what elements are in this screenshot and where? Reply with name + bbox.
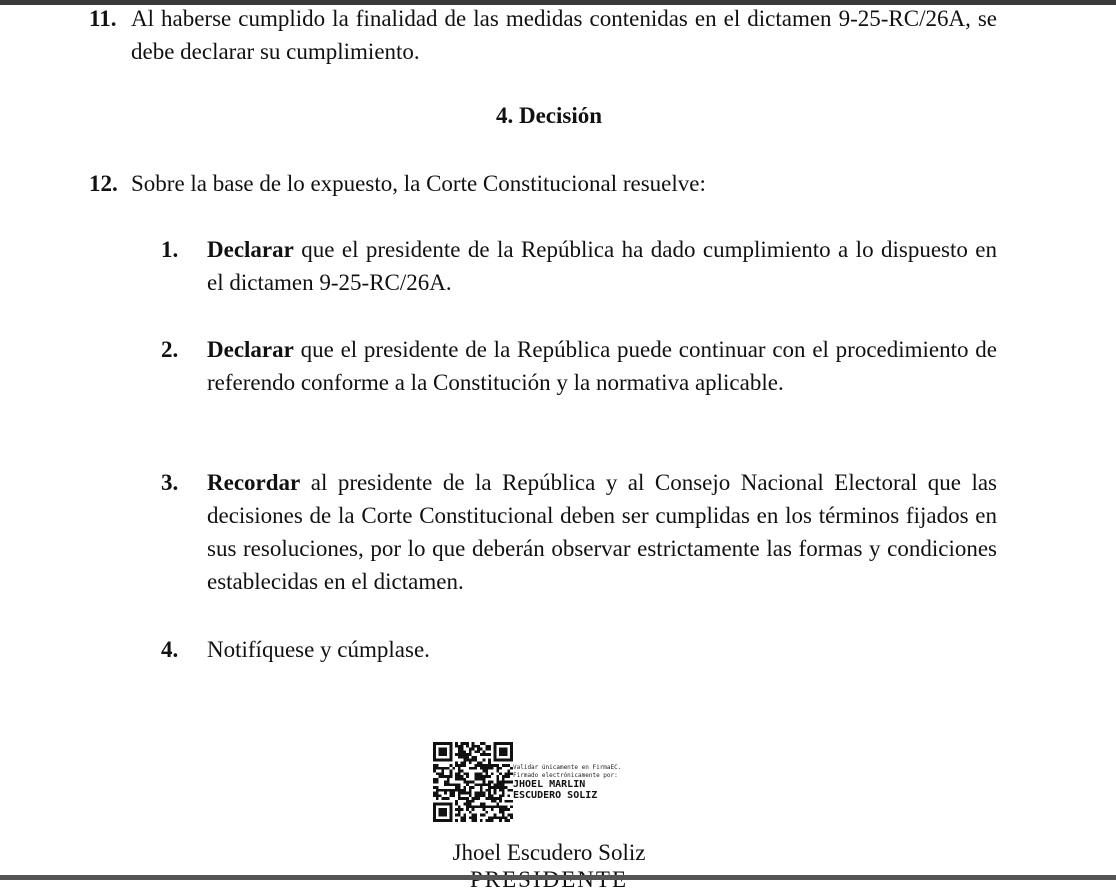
decision-item-3-text: al presidente de la República y al Consejo Nacional Electoral que las decisiones de la Corte Constitucional deben ser cumplidas en los términos fijados en sus resoluciones, por lo que deberán observar estrictamente las formas y condiciones establecidas en el dictamen. xyxy=(207,470,997,594)
decision-item-2 xyxy=(207,333,997,399)
paragraph-11-text: Al haberse cumplido la finalidad de las medidas contenidas en el dictamen 9-25-RC/26A, se debe declarar su cumplimiento. xyxy=(131,6,997,64)
qr-code-icon xyxy=(433,742,513,822)
decision-item-3-number: 3. xyxy=(161,470,179,495)
paragraph-11-number: 11. xyxy=(89,6,117,31)
paragraph-12-text: Sobre la base de lo expuesto, la Corte Constitucional resuelve: xyxy=(131,171,706,196)
decision-item-2-verb: Declarar xyxy=(207,337,294,362)
decision-item-4 xyxy=(207,633,997,666)
decision-item-1 xyxy=(207,233,997,299)
signature-validation-text: Validar únicamente en FirmaEC. xyxy=(513,764,622,771)
decision-item-4-text: Notifíquese y cúmplase. xyxy=(207,637,430,662)
paragraph-12-number: 12. xyxy=(89,171,118,196)
decision-item-4-number: 4. xyxy=(161,637,179,662)
bottom-page-edge xyxy=(0,875,1116,880)
signer-name: Jhoel Escudero Soliz xyxy=(452,840,646,865)
signer-title-cut-off xyxy=(0,866,1098,875)
decision-item-3 xyxy=(207,466,997,598)
decision-item-1-verb: Declarar xyxy=(207,237,294,262)
decision-item-2-text: que el presidente de la República puede continuar con el procedimiento de referendo conforme a la Constitución y la normativa aplicable. xyxy=(207,337,997,395)
signature-name-line-2: ESCUDERO SOLIZ xyxy=(513,790,598,801)
signature-name-line-1: JHOEL MARLIN xyxy=(513,779,586,790)
decision-item-2-number: 2. xyxy=(161,337,179,362)
decision-item-3-verb: Recordar xyxy=(207,470,301,495)
decision-item-1-number: 1. xyxy=(161,237,179,262)
decision-item-1-text: que el presidente de la República ha dado cumplimiento a lo dispuesto en el dictamen 9-25-RC/26A. xyxy=(207,237,997,295)
section-title-decision: 4. Decisión xyxy=(495,103,603,128)
electronic-signature-stamp xyxy=(433,742,663,822)
signature-signed-by-text: Firmado electrónicamente por: xyxy=(513,772,618,779)
